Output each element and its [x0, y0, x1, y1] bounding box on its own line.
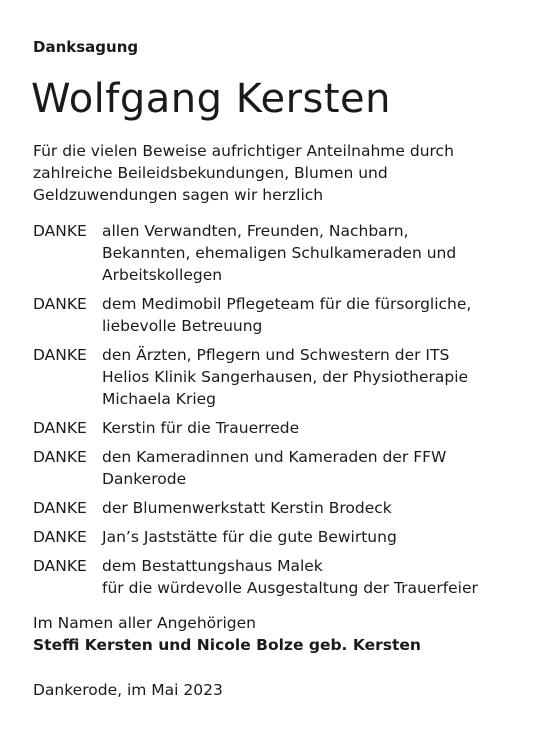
thanks-item — [33, 497, 520, 519]
thanks-item — [33, 555, 520, 599]
thanks-word: DANKE — [33, 499, 87, 517]
thanks-item — [33, 293, 520, 337]
notice-type-label: Danksagung — [33, 38, 139, 56]
thanks-word: DANKE — [33, 528, 87, 546]
deceased-name: Wolfgang Kersten — [31, 76, 392, 122]
thanks-item — [33, 526, 520, 548]
thanks-word: DANKE — [33, 557, 87, 575]
place-date: Dankerode, im Mai 2023 — [33, 681, 223, 699]
intro-text: Für die vielen Beweise aufrichtiger Anteilnahme durch zahlreiche Beileidsbekundungen, Blumen und Geldzuwendungen sagen wir herzlich — [33, 142, 454, 204]
thanks-text: den Ärzten, Pflegern und Schwestern der ITS Helios Klinik Sangerhausen, der Physiotherapie Michaela Krieg — [102, 346, 469, 408]
thanks-word: DANKE — [33, 419, 87, 437]
thanks-word: DANKE — [33, 295, 87, 313]
thanks-item — [33, 417, 520, 439]
thanks-item — [33, 446, 520, 490]
thanks-word: DANKE — [33, 222, 87, 240]
thanks-word: DANKE — [33, 448, 87, 466]
thanks-item — [33, 344, 520, 410]
thanks-text: der Blumenwerkstatt Kerstin Brodeck — [102, 499, 392, 517]
thanks-text: dem Bestattungshaus Malek für die würdevolle Ausgestaltung der Trauerfeier — [102, 557, 478, 597]
thanks-text: Jan’s Jaststätte für die gute Bewirtung — [102, 528, 397, 546]
thanks-text: Kerstin für die Trauerrede — [102, 419, 300, 437]
thanks-text: allen Verwandten, Freunden, Nachbarn, Bekannten, ehemaligen Schulkameraden und Arbeitskollegen — [102, 222, 457, 284]
thanks-item — [33, 220, 520, 286]
thanks-word: DANKE — [33, 346, 87, 364]
thanks-text: den Kameradinnen und Kameraden der FFW Dankerode — [102, 448, 447, 488]
thanks-list — [33, 220, 520, 599]
closing-line: Im Namen aller Angehörigen — [33, 614, 257, 632]
thanks-text: dem Medimobil Pflegeteam für die fürsorgliche, liebevolle Betreuung — [102, 295, 472, 335]
signers: Steffi Kersten und Nicole Bolze geb. Kersten — [33, 636, 421, 654]
